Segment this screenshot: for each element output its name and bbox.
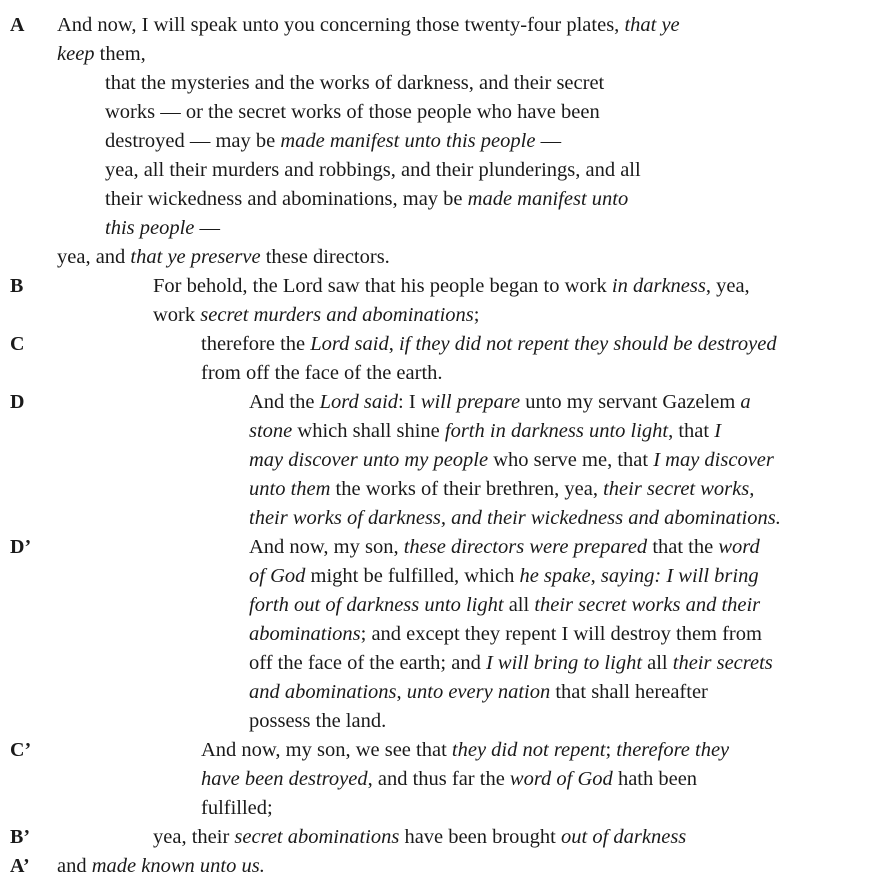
text-segment: — bbox=[194, 217, 221, 239]
line-text bbox=[153, 823, 686, 852]
line-text bbox=[249, 562, 759, 591]
emphasized-phrase: their secret works, bbox=[603, 478, 755, 500]
text-segment: their wickedness and abominations, may be bbox=[105, 188, 468, 210]
text-segment: that shall hereafter bbox=[550, 681, 708, 703]
text-segment: hath been bbox=[612, 768, 698, 790]
text-line bbox=[0, 736, 873, 765]
text-line bbox=[0, 823, 873, 852]
emphasized-phrase: their secrets bbox=[672, 652, 773, 674]
section-label: C bbox=[10, 333, 25, 355]
text-segment: , yea, bbox=[705, 275, 750, 297]
text-segment: unto my servant Gazelem bbox=[520, 391, 741, 413]
emphasized-phrase: may discover unto my people bbox=[249, 449, 489, 471]
text-segment: ; bbox=[473, 304, 480, 326]
text-line bbox=[0, 69, 873, 98]
section-label: A bbox=[10, 14, 25, 36]
line-text bbox=[249, 417, 721, 446]
text-segment: which shall shine bbox=[292, 420, 445, 442]
text-line bbox=[0, 272, 873, 301]
text-segment: off the face of the earth; and bbox=[249, 652, 486, 674]
line-text bbox=[105, 69, 604, 98]
text-segment: work bbox=[153, 304, 201, 326]
emphasized-phrase: their secret works and their bbox=[534, 594, 761, 616]
section-label: D’ bbox=[10, 536, 32, 558]
chiasm-section bbox=[0, 852, 873, 881]
line-text bbox=[201, 359, 443, 388]
line-text bbox=[249, 591, 760, 620]
line-text bbox=[57, 243, 390, 272]
emphasized-phrase: their works of darkness, and their wickedness and abominations. bbox=[249, 507, 781, 529]
emphasized-phrase: and abominations bbox=[249, 681, 397, 703]
text-segment: yea, their bbox=[153, 826, 235, 848]
chiasm-section bbox=[0, 11, 873, 272]
text-segment: all bbox=[642, 652, 673, 674]
emphasized-phrase: of God bbox=[249, 565, 306, 587]
emphasized-phrase: that ye preserve bbox=[130, 246, 261, 268]
text-segment: And now, my son, we see that bbox=[201, 739, 452, 761]
emphasized-phrase: if they did not repent they should be destroyed bbox=[398, 333, 777, 355]
chiasm-section bbox=[0, 533, 873, 736]
emphasized-phrase: Lord said bbox=[319, 391, 399, 413]
section-label: D bbox=[10, 391, 25, 413]
text-segment: from off the face of the earth. bbox=[201, 362, 443, 384]
emphasized-phrase: made known unto us. bbox=[91, 855, 265, 877]
text-segment: them, bbox=[94, 43, 146, 65]
emphasized-phrase: they did not repent bbox=[451, 739, 606, 761]
chiasm-section bbox=[0, 272, 873, 330]
text-segment: who serve me, that bbox=[488, 449, 654, 471]
line-text bbox=[249, 475, 754, 504]
line-text bbox=[249, 707, 386, 736]
line-text bbox=[57, 852, 265, 881]
emphasized-phrase: that ye bbox=[624, 14, 680, 36]
line-text bbox=[57, 11, 680, 40]
line-text bbox=[249, 649, 773, 678]
text-segment: yea, and bbox=[57, 246, 131, 268]
text-segment: the works of their brethren, yea, bbox=[330, 478, 604, 500]
line-text bbox=[249, 533, 760, 562]
section-label: A’ bbox=[10, 855, 30, 877]
text-segment: therefore the bbox=[201, 333, 311, 355]
line-text bbox=[153, 272, 750, 301]
emphasized-phrase: will prepare bbox=[420, 391, 521, 413]
section-label: B bbox=[10, 275, 24, 297]
line-text bbox=[105, 156, 641, 185]
text-line bbox=[0, 388, 873, 417]
text-segment: might be fulfilled, which bbox=[305, 565, 520, 587]
line-text bbox=[153, 301, 479, 330]
text-line bbox=[0, 620, 873, 649]
chiasm-document bbox=[0, 11, 873, 881]
emphasized-phrase: made manifest unto this people bbox=[280, 130, 536, 152]
emphasized-phrase: have been destroyed bbox=[201, 768, 368, 790]
text-segment: that the bbox=[647, 536, 719, 558]
text-line bbox=[0, 504, 873, 533]
text-segment: ; bbox=[605, 739, 617, 761]
section-label: C’ bbox=[10, 739, 32, 761]
text-line bbox=[0, 214, 873, 243]
text-line bbox=[0, 417, 873, 446]
text-segment: , bbox=[396, 681, 407, 703]
emphasized-phrase: unto them bbox=[249, 478, 331, 500]
text-line bbox=[0, 330, 873, 359]
emphasized-phrase: I will bring to light bbox=[485, 652, 643, 674]
emphasized-phrase: abominations bbox=[249, 623, 361, 645]
line-text bbox=[57, 40, 146, 69]
emphasized-phrase: in darkness bbox=[611, 275, 706, 297]
line-text bbox=[249, 388, 751, 417]
text-line bbox=[0, 446, 873, 475]
text-line bbox=[0, 301, 873, 330]
text-segment: And now, my son, bbox=[249, 536, 404, 558]
emphasized-phrase: I may discover bbox=[653, 449, 774, 471]
text-segment: and bbox=[57, 855, 92, 877]
emphasized-phrase: out of darkness bbox=[561, 826, 687, 848]
text-segment: yea, all their murders and robbings, and their plunderings, and all bbox=[105, 159, 641, 181]
line-text bbox=[105, 185, 628, 214]
text-segment: And the bbox=[249, 391, 320, 413]
line-text bbox=[201, 765, 697, 794]
text-segment: have been brought bbox=[399, 826, 561, 848]
emphasized-phrase: forth out of darkness unto light bbox=[249, 594, 504, 616]
line-text bbox=[201, 794, 273, 823]
emphasized-phrase: word bbox=[718, 536, 760, 558]
line-text bbox=[249, 446, 774, 475]
emphasized-phrase: Lord said bbox=[310, 333, 389, 355]
emphasized-phrase: secret abominations bbox=[234, 826, 400, 848]
emphasized-phrase: unto every nation bbox=[406, 681, 551, 703]
emphasized-phrase: I bbox=[714, 420, 722, 442]
text-segment: — bbox=[535, 130, 562, 152]
text-segment: , and thus far the bbox=[367, 768, 510, 790]
line-text bbox=[249, 620, 762, 649]
emphasized-phrase: these directors were prepared bbox=[403, 536, 648, 558]
line-text bbox=[105, 98, 600, 127]
text-segment: destroyed — may be bbox=[105, 130, 281, 152]
text-line bbox=[0, 707, 873, 736]
text-line bbox=[0, 359, 873, 388]
emphasized-phrase: word of God bbox=[509, 768, 613, 790]
emphasized-phrase: he spake bbox=[519, 565, 591, 587]
line-text bbox=[105, 214, 220, 243]
text-line bbox=[0, 852, 873, 881]
emphasized-phrase: forth in darkness unto light bbox=[444, 420, 669, 442]
text-line bbox=[0, 533, 873, 562]
emphasized-phrase: secret murders and abominations bbox=[200, 304, 474, 326]
text-line bbox=[0, 127, 873, 156]
line-text bbox=[105, 127, 561, 156]
text-segment: , bbox=[388, 333, 399, 355]
emphasized-phrase: keep bbox=[57, 43, 95, 65]
emphasized-phrase: a bbox=[740, 391, 751, 413]
line-text bbox=[201, 736, 729, 765]
text-line bbox=[0, 678, 873, 707]
line-text bbox=[201, 330, 777, 359]
emphasized-phrase: saying: I will bring bbox=[600, 565, 759, 587]
text-line bbox=[0, 562, 873, 591]
emphasized-phrase: stone bbox=[249, 420, 293, 442]
text-segment: For behold, the Lord saw that his people began to work bbox=[153, 275, 612, 297]
text-segment: works — or the secret works of those people who have been bbox=[105, 101, 600, 123]
text-segment: that the mysteries and the works of darkness, and their secret bbox=[105, 72, 605, 94]
chiasm-section bbox=[0, 736, 873, 823]
text-segment: possess the land. bbox=[249, 710, 387, 732]
text-line bbox=[0, 156, 873, 185]
text-line bbox=[0, 98, 873, 127]
line-text bbox=[249, 504, 781, 533]
text-segment: ; and except they repent I will destroy them from bbox=[360, 623, 762, 645]
text-line bbox=[0, 649, 873, 678]
chiasm-section bbox=[0, 388, 873, 533]
emphasized-phrase: this people bbox=[105, 217, 195, 239]
text-line bbox=[0, 765, 873, 794]
text-segment: , bbox=[590, 565, 601, 587]
text-line bbox=[0, 591, 873, 620]
text-line bbox=[0, 40, 873, 69]
text-line bbox=[0, 11, 873, 40]
text-line bbox=[0, 794, 873, 823]
text-line bbox=[0, 475, 873, 504]
text-segment: these directors. bbox=[260, 246, 390, 268]
text-segment: , that bbox=[668, 420, 715, 442]
section-label: B’ bbox=[10, 826, 30, 848]
chiasm-section bbox=[0, 823, 873, 852]
text-line bbox=[0, 185, 873, 214]
text-segment: And now, I will speak unto you concerning those twenty-four plates, bbox=[57, 14, 625, 36]
text-line bbox=[0, 243, 873, 272]
text-segment: : I bbox=[398, 391, 421, 413]
text-segment: fulfilled; bbox=[201, 797, 273, 819]
chiasm-section bbox=[0, 330, 873, 388]
line-text bbox=[249, 678, 708, 707]
emphasized-phrase: therefore they bbox=[616, 739, 730, 761]
text-segment: all bbox=[503, 594, 535, 616]
emphasized-phrase: made manifest unto bbox=[467, 188, 629, 210]
